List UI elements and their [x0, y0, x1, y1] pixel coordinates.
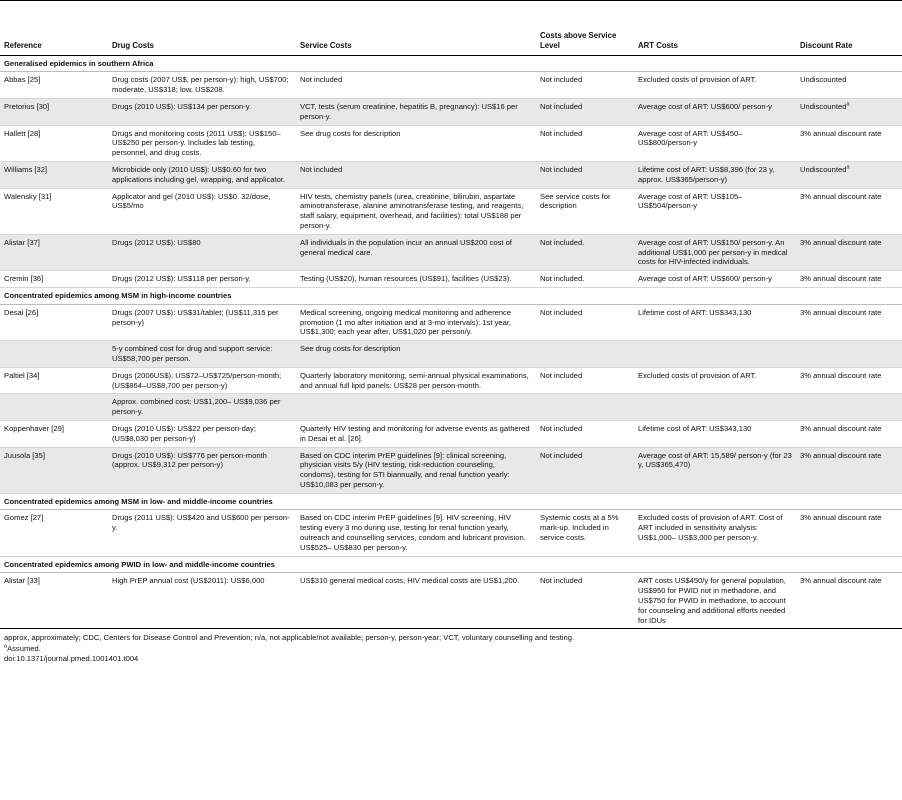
- cell-discount-rate-text: 3% annual discount rate: [800, 307, 882, 317]
- cell-art-costs-text: Excluded costs of provision of ART.: [638, 75, 757, 85]
- cell-service-costs-text: HIV tests, chemistry panels (urea, creatinine, bilirubin, aspartate aminotransferase, alanine aminotransferase testing, and reagents, staff salary, equipment, overhead, and facilities): total US$188 per person-y.: [300, 191, 524, 230]
- cell-drug-costs-text: 5-y combined cost for drug and support service: US$58,700 per person.: [112, 344, 273, 363]
- cell-service-costs-text: Not included: [300, 75, 343, 85]
- cell-reference: [0, 234, 108, 270]
- cell-art-costs: [634, 341, 796, 368]
- table-row: [0, 447, 902, 493]
- section-header-row: [0, 287, 902, 304]
- cell-service-costs-text: See drug costs for description: [300, 128, 401, 138]
- cell-drug-costs-text: Drugs (2006US$): US$72–US$725/person-month; (US$864–US$8,700 per person-y): [112, 370, 282, 390]
- cell-art-costs: [634, 72, 796, 99]
- table-row: [0, 98, 902, 125]
- cell-art-costs-text: Average cost of ART: US$450– US$800/person-y: [638, 128, 743, 148]
- cell-service-costs: [296, 447, 536, 493]
- table-row: [0, 188, 902, 234]
- cell-costs-above: [536, 72, 634, 99]
- cell-discount-rate: [796, 510, 902, 556]
- cell-reference: [0, 161, 108, 188]
- cell-drug-costs: [108, 341, 296, 368]
- cell-costs-above: [536, 447, 634, 493]
- cell-reference-text: Alistar [37]: [4, 237, 40, 247]
- cell-discount-rate: [796, 367, 902, 394]
- cell-reference: [0, 271, 108, 288]
- cell-art-costs: [634, 234, 796, 270]
- cell-drug-costs: [108, 447, 296, 493]
- cell-costs-above: [536, 161, 634, 188]
- cell-service-costs-text: Based on CDC interim PrEP guidelines [9]: clinical screening, physician visits 5/y (HIV testing, risk-reduction counseling, condoms), testing for STI biannually, and renal function yearly: US$10,083 per person-y.: [300, 450, 510, 489]
- section-title: Concentrated epidemics among PWID in low- and middle-income countries: [0, 556, 902, 573]
- table-footnotes: [0, 629, 902, 665]
- cell-costs-above-text: Not included: [540, 164, 583, 174]
- cell-reference-text: Hallett [28]: [4, 128, 41, 138]
- cell-drug-costs-text: Drug costs (2007 US$, per person-y): high, US$700; moderate, US$318; low, US$208.: [112, 75, 289, 95]
- cell-costs-above-text: Not included: [540, 307, 583, 317]
- cell-discount-rate: [796, 304, 902, 340]
- cell-drug-costs: [108, 573, 296, 629]
- cell-costs-above: [536, 188, 634, 234]
- cell-discount-rate: [796, 161, 902, 188]
- header-discount-rate: Discount Rate: [796, 31, 902, 55]
- table-row: [0, 510, 902, 556]
- cell-costs-above-text: Not included: [540, 450, 583, 460]
- table-body: [0, 55, 902, 629]
- cell-service-costs-text: Not included: [300, 164, 343, 174]
- cell-reference-text: Abbas [25]: [4, 75, 41, 85]
- cell-reference-text: Gomez [27]: [4, 513, 44, 523]
- cell-costs-above: [536, 234, 634, 270]
- table-top-rule: [0, 1, 902, 32]
- cell-art-costs-text: Average cost of ART: US$150/ person-y. An additional US$1,000 per person-y in medical costs for HIV-infected individuals.: [638, 237, 788, 267]
- cell-drug-costs-text: Drugs (2012 US$): US$118 per person-y.: [112, 274, 251, 284]
- cell-discount-rate: [796, 125, 902, 161]
- cell-art-costs: [634, 420, 796, 447]
- cell-drug-costs-text: Microbicide only (2010 US$): US$0.60 for two applications including gel, wrapping, and applicator.: [112, 164, 286, 184]
- cell-reference: [0, 304, 108, 340]
- cell-discount-rate: [796, 394, 902, 421]
- cell-reference: [0, 394, 108, 421]
- cell-reference: [0, 510, 108, 556]
- cell-reference-text: Cremin [36]: [4, 274, 44, 284]
- cell-drug-costs-text: Drugs and monitoring costs (2011 US$): US$150–US$250 per person-y. Includes lab testing, personnel, and drug costs.: [112, 128, 281, 158]
- cell-discount-rate-text: 3% annual discount rate: [800, 128, 882, 138]
- cell-discount-rate-text: Undiscounted: [800, 101, 847, 111]
- cell-service-costs: [296, 367, 536, 394]
- cell-costs-above-text: Not included: [540, 576, 583, 586]
- section-title: Generalised epidemics in southern Africa: [0, 55, 902, 72]
- cell-reference: [0, 125, 108, 161]
- cell-drug-costs-text: Drugs (2010 US$): US$22 per person-day; (US$8,030 per person-y): [112, 423, 256, 443]
- section-title: Concentrated epidemics among MSM in high-income countries: [0, 287, 902, 304]
- cell-art-costs-text: ART costs US$450/y for general population, US$950 for PWID not in methadone, and US$750 for PWID in methadone, to account for counseling and additional efforts needed for IDUs: [638, 576, 786, 625]
- cell-service-costs-text: US$310 general medical costs, HIV medical costs are US$1,200.: [300, 576, 520, 586]
- cell-discount-rate-text: Undiscounted: [800, 75, 847, 85]
- cell-discount-rate-text: 3% annual discount rate: [800, 423, 882, 433]
- cell-art-costs-text: Excluded costs of provision of ART. Cost of ART included in sensitivity analysis: US$1,000– US$3,000 per person-y.: [638, 513, 783, 543]
- table-row: [0, 367, 902, 394]
- cell-drug-costs: [108, 420, 296, 447]
- cell-drug-costs-text: Approx. combined cost: US$1,200– US$9,036 per person-y.: [112, 397, 281, 417]
- cell-drug-costs: [108, 98, 296, 125]
- cell-art-costs: [634, 188, 796, 234]
- cell-discount-rate: [796, 271, 902, 288]
- cell-drug-costs-text: Drugs (2010 US$): US$134 per person-y.: [112, 101, 252, 111]
- cell-service-costs: [296, 98, 536, 125]
- cell-discount-rate-text: 3% annual discount rate: [800, 274, 882, 284]
- header-row: [0, 31, 902, 55]
- cell-service-costs-text: See drug costs for description: [300, 344, 401, 354]
- cell-art-costs-text: Excluded costs of provision of ART.: [638, 370, 757, 380]
- table-row: [0, 72, 902, 99]
- cell-discount-rate: [796, 447, 902, 493]
- header-costs-above-service: Costs above Service Level: [536, 31, 634, 55]
- cell-art-costs-text: Lifetime cost of ART: US$8,396 (for 23 y, approx. US$365/person-y): [638, 164, 775, 184]
- cell-reference-text: Desai [26]: [4, 307, 39, 317]
- cell-costs-above: [536, 98, 634, 125]
- cell-service-costs: [296, 234, 536, 270]
- cell-costs-above-text: Not included: [540, 128, 583, 138]
- cell-costs-above: [536, 510, 634, 556]
- cell-discount-rate: [796, 72, 902, 99]
- cell-drug-costs: [108, 72, 296, 99]
- cell-costs-above-text: Not included: [540, 370, 583, 380]
- cell-drug-costs: [108, 367, 296, 394]
- table-row: [0, 271, 902, 288]
- cell-discount-rate: [796, 98, 902, 125]
- cell-discount-rate-text: 3% annual discount rate: [800, 450, 882, 460]
- cell-costs-above-text: Not included.: [540, 274, 585, 284]
- cell-art-costs: [634, 394, 796, 421]
- cell-art-costs-text: Average cost of ART: US$105– US$504/person-y: [638, 191, 743, 211]
- cell-drug-costs-text: Drugs (2007 US$): US$31/tablet; (US$11,315 per person-y): [112, 307, 279, 327]
- header-reference: Reference: [0, 31, 108, 55]
- cell-service-costs: [296, 394, 536, 421]
- cell-service-costs-text: VCT, tests (serum creatinine, hepatitis B, pregnancy): US$16 per person-y.: [300, 101, 518, 121]
- table-row: [0, 161, 902, 188]
- cell-drug-costs-text: Applicator and gel (2010 US$): US$0. 32/dose, US$5/mo: [112, 191, 271, 211]
- cell-costs-above: [536, 304, 634, 340]
- cell-service-costs-text: Based on CDC interim PrEP guidelines [9]. HIV screening, HIV testing every 3 mo during use, testing for renal function yearly, outreach and counselling services, condom and lubricant provision. US$525– US$830 per person-y.: [300, 513, 526, 552]
- cell-drug-costs: [108, 188, 296, 234]
- cell-art-costs: [634, 447, 796, 493]
- cell-reference-text: Alistar [33]: [4, 576, 40, 586]
- cell-service-costs: [296, 271, 536, 288]
- assumed-marker: a: [846, 101, 850, 108]
- cell-discount-rate-text: 3% annual discount rate: [800, 576, 882, 586]
- cell-service-costs-text: Quarterly HIV testing and monitoring for adverse events as gathered in Desai et al. [26].: [300, 423, 530, 443]
- header-art-costs: ART Costs: [634, 31, 796, 55]
- cell-art-costs: [634, 125, 796, 161]
- cell-costs-above: [536, 394, 634, 421]
- cell-service-costs-text: Testing (US$20), human resources (US$91), facilities (US$23).: [300, 274, 512, 284]
- cell-costs-above: [536, 367, 634, 394]
- cell-art-costs-text: Lifetime cost of ART: US$343,130: [638, 423, 752, 433]
- table-row: [0, 234, 902, 270]
- section-title: Concentrated epidemics among MSM in low- and middle-income countries: [0, 493, 902, 510]
- cell-service-costs-text: Medical screening, ongoing medical monitoring and adherence promotion (1 mo after initiation and at 3-mo intervals): 1st year, US$1,300; each year after, US$1,020 per person/y.: [300, 307, 512, 337]
- cell-reference-text: Williams [32]: [4, 164, 48, 174]
- table-row: [0, 125, 902, 161]
- cell-costs-above-text: Not included.: [540, 237, 585, 247]
- cell-art-costs: [634, 98, 796, 125]
- cell-drug-costs: [108, 125, 296, 161]
- cell-service-costs: [296, 72, 536, 99]
- table-row: [0, 573, 902, 629]
- cell-discount-rate-text: 3% annual discount rate: [800, 237, 882, 247]
- cell-drug-costs: [108, 510, 296, 556]
- cell-service-costs: [296, 304, 536, 340]
- cell-drug-costs: [108, 394, 296, 421]
- cell-art-costs: [634, 573, 796, 629]
- cell-reference-text: Juusola [35]: [4, 450, 45, 460]
- abbrev-footnote: approx, approximately; CDC, Centers for Disease Control and Prevention; n/a, not applicable/not available; person-y, person-year; VCT, voluntary counselling and testing.: [4, 633, 575, 643]
- cell-art-costs-text: Average cost of ART: US$600/ person-y: [638, 101, 772, 111]
- cell-drug-costs-text: Drugs (2010 US$): US$776 per person-month (approx. US$9,312 per person-y): [112, 450, 267, 470]
- cell-discount-rate: [796, 234, 902, 270]
- cell-reference: [0, 72, 108, 99]
- section-header-row: [0, 556, 902, 573]
- cell-art-costs: [634, 367, 796, 394]
- cell-reference: [0, 420, 108, 447]
- cell-service-costs: [296, 125, 536, 161]
- table-row: [0, 394, 902, 421]
- cell-service-costs: [296, 341, 536, 368]
- cell-costs-above: [536, 573, 634, 629]
- cell-reference-text: Paltiel [34]: [4, 370, 40, 380]
- cell-service-costs: [296, 420, 536, 447]
- table-row: [0, 341, 902, 368]
- cell-reference: [0, 367, 108, 394]
- cell-costs-above-text: See service costs for description: [540, 191, 611, 211]
- assumed-marker: a: [846, 164, 850, 171]
- cell-reference: [0, 447, 108, 493]
- cell-costs-above-text: Not included: [540, 423, 583, 433]
- table-row: [0, 304, 902, 340]
- cell-discount-rate: [796, 420, 902, 447]
- assumed-footnote: [4, 644, 898, 655]
- cell-art-costs-text: Average cost of ART: 15,589/ person-y (for 23 y, US$365,470): [638, 450, 792, 470]
- cell-service-costs-text: All individuals in the population incur an annual US$200 cost of general medical care.: [300, 237, 512, 257]
- assumed-marker: a: [4, 643, 8, 650]
- cell-drug-costs-text: High PrEP annual cost (US$2011): US$6,000: [112, 576, 265, 586]
- cell-service-costs: [296, 161, 536, 188]
- cell-drug-costs-text: Drugs (2011 US$): US$420 and US$600 per person-y.: [112, 513, 290, 533]
- cell-costs-above: [536, 420, 634, 447]
- cell-reference: [0, 188, 108, 234]
- cell-discount-rate-text: 3% annual discount rate: [800, 191, 882, 201]
- table-row: [0, 420, 902, 447]
- cell-service-costs: [296, 573, 536, 629]
- cell-discount-rate: [796, 341, 902, 368]
- cell-reference: [0, 573, 108, 629]
- cell-costs-above: [536, 125, 634, 161]
- cell-art-costs-text: Average cost of ART: US$600/ person-y: [638, 274, 772, 284]
- section-header-row: [0, 55, 902, 72]
- cell-costs-above: [536, 271, 634, 288]
- cell-drug-costs: [108, 304, 296, 340]
- cell-reference: [0, 98, 108, 125]
- cell-reference-text: Koppenhaver [29]: [4, 423, 64, 433]
- doi-footnote: doi:10.1371/journal.pmed.1001401.t004: [4, 654, 139, 664]
- assumed-text: Assumed.: [7, 643, 41, 653]
- cell-costs-above-text: Systemic costs at a 5% mark-up. Included in service costs.: [540, 513, 619, 543]
- cell-costs-above-text: Not included: [540, 75, 583, 85]
- cell-service-costs: [296, 510, 536, 556]
- cell-reference-text: Pretorius [30]: [4, 101, 50, 111]
- cell-art-costs: [634, 304, 796, 340]
- cell-discount-rate: [796, 188, 902, 234]
- section-header-row: [0, 493, 902, 510]
- cell-discount-rate: [796, 573, 902, 629]
- cell-drug-costs: [108, 271, 296, 288]
- cell-reference: [0, 341, 108, 368]
- cell-discount-rate-text: 3% annual discount rate: [800, 513, 882, 523]
- cell-costs-above: [536, 341, 634, 368]
- cell-discount-rate-text: 3% annual discount rate: [800, 370, 882, 380]
- cell-art-costs: [634, 161, 796, 188]
- header-service-costs: Service Costs: [296, 31, 536, 55]
- cell-reference-text: Walensky [31]: [4, 191, 52, 201]
- cell-costs-above-text: Not included: [540, 101, 583, 111]
- cell-drug-costs: [108, 161, 296, 188]
- cell-service-costs: [296, 188, 536, 234]
- cell-art-costs: [634, 510, 796, 556]
- cell-art-costs: [634, 271, 796, 288]
- cell-drug-costs: [108, 234, 296, 270]
- cell-service-costs-text: Quarterly laboratory monitoring, semi-annual physical examinations, and annual full lipid panels: US$28 per person-month.: [300, 370, 529, 390]
- header-drug-costs: Drug Costs: [108, 31, 296, 55]
- cell-discount-rate-text: Undiscounted: [800, 164, 847, 174]
- cell-art-costs-text: Lifetime cost of ART: US$343,130: [638, 307, 752, 317]
- cell-drug-costs-text: Drugs (2012 US$): US$80: [112, 237, 201, 247]
